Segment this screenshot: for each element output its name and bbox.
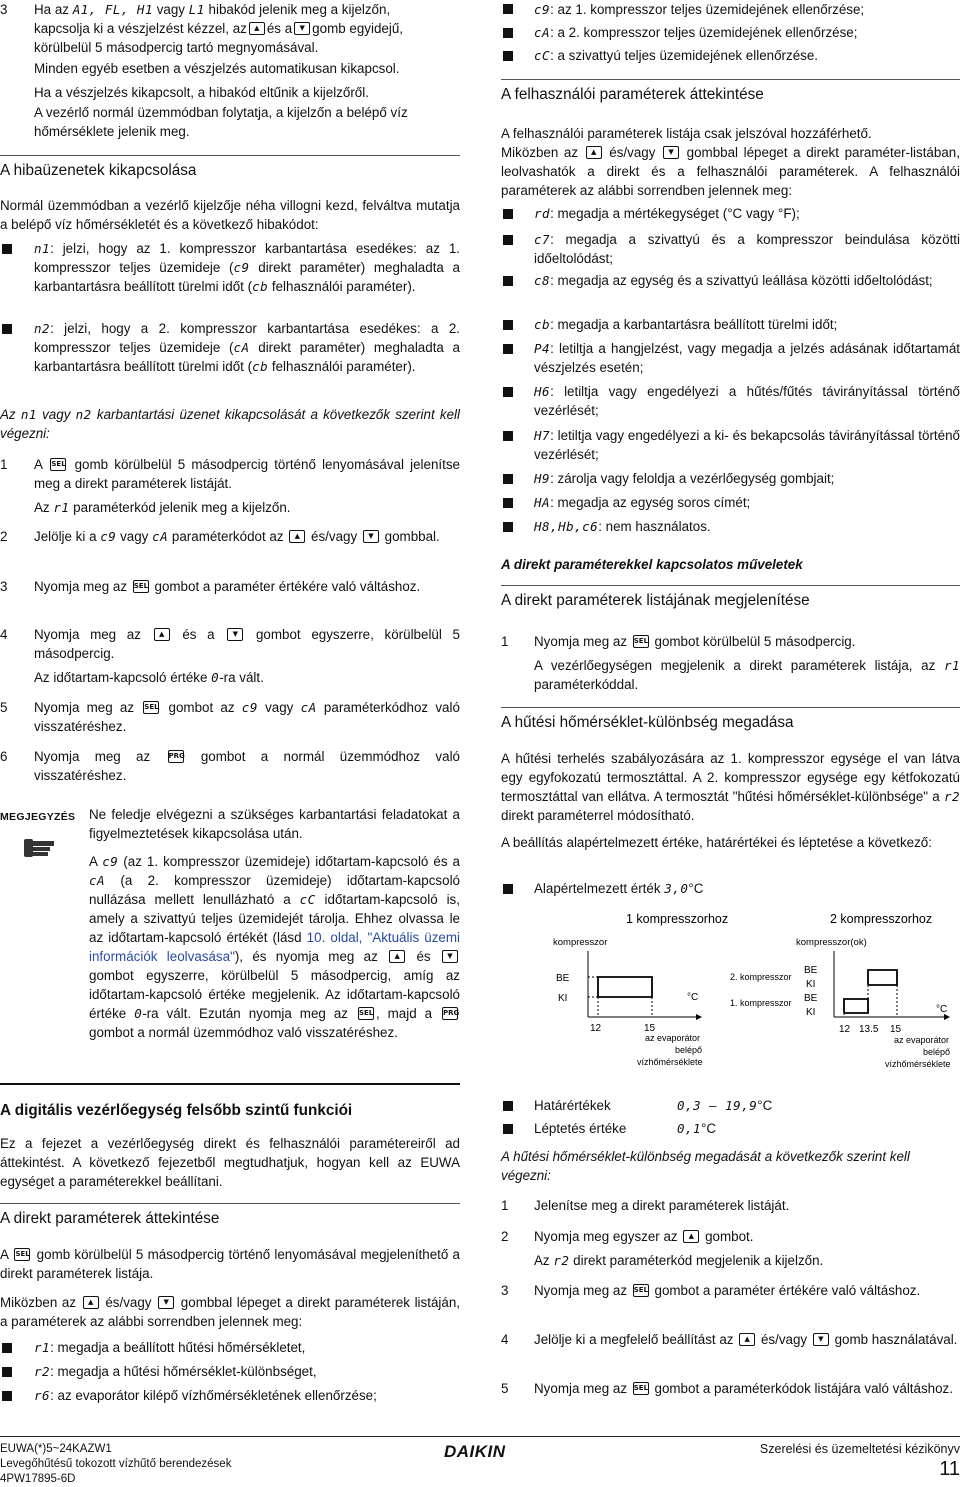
bullet-square xyxy=(503,498,513,508)
hysteresis-loop-2 xyxy=(868,970,897,985)
normal-mode-text: A vezérlő normál üzemmódban folytatja, a kijelzőn a belépő víz hőmérséklete jelenik meg. xyxy=(34,105,408,139)
user-text-2: Miközben az ▲ és/vagy ▼ gombbal lépeget a direkt paraméter-listában, leolvashatók a direkt és a felhasználói paraméterek. A felhasználói paraméterek az alábbi sorrendben jelennek meg: xyxy=(501,145,960,198)
diff-step-2: 2 Nyomja meg egyszer az ▲ gombot. Az r2 direkt paraméterkód megjelenik a kijelzőn. xyxy=(501,1229,824,1268)
limits-value: 0,3 — 19,9°C xyxy=(677,1098,773,1113)
reset-step-5: 5 Nyomja meg az SEL gombot az c9 vagy cA paraméterkódhoz való visszatéréshez. xyxy=(0,700,460,734)
section-heading-errors: A hibaüzenetek kikapcsolása xyxy=(0,155,460,180)
hysteresis-loop-1 xyxy=(598,977,652,997)
bullet-square xyxy=(503,1124,513,1134)
diff-step-5: 5 Nyomja meg az SEL gombot a paraméterkódok listájára való váltáshoz. xyxy=(501,1381,953,1396)
diff-step-4: 4 Jelölje ki a megfelelő beállítást az ▲ és/vagy ▼ gomb használatával. xyxy=(501,1332,958,1347)
bullet-n1: n1: jelzi, hogy az 1. kompresszor karbantartása esedékes: az 1. kompresszor teljes üzemideje (c9 direkt paraméter) meghaladta a karbantartásra beállított türelmi időt (cb felhasználói paraméter). xyxy=(34,241,461,294)
bullet-square xyxy=(503,1101,513,1111)
user-item-ha: HA: megadja az egység soros címét; xyxy=(534,495,751,510)
bullet-square xyxy=(503,28,513,38)
diff-steps-intro: A hűtési hőmérséklet-különbség megadását a következők szerint kell végezni: xyxy=(501,1149,910,1183)
direct-item-r2: r2: megadja a hűtési hőmérséklet-különbséget, xyxy=(34,1364,317,1379)
direct-text-2: Miközben az ▲ és/vagy ▼ gombbal lépeget a direkt paraméterek listáján, a paraméterek az alábbi sorrendben jelennek meg: xyxy=(0,1295,460,1329)
top-item-ca: cA: a 2. kompresszor teljes üzemidejének ellenőrzése; xyxy=(534,25,858,40)
up-key-icon: ▲ xyxy=(289,530,305,543)
reset-step-3: 3 Nyomja meg az SEL gombot a paraméter értékére való váltáshoz. xyxy=(0,579,421,594)
diagram-tick: 12 xyxy=(590,1023,602,1034)
bullet-square xyxy=(503,235,513,245)
user-item-cb: cb: megadja a karbantartásra beállított türelmi időt; xyxy=(534,317,838,332)
user-item-h8: H8,Hb,c6: nem használatos. xyxy=(534,519,711,534)
reset-intro: Az n1 vagy n2 karbantartási üzenet kikapcsolását a következők szerint kell végezni: xyxy=(0,407,460,441)
pointing-hand-icon xyxy=(22,833,62,861)
section-heading-direct: A direkt paraméterek áttekintése xyxy=(0,1203,460,1228)
page-reference-link[interactable]: 10. oldal, "Aktuális üzemi információk leolvasása" xyxy=(89,930,460,964)
alarm-off-text: Ha a vészjelzés kikapcsolt, a hibakód eltűnik a kijelzőről. xyxy=(34,85,369,100)
bullet-square xyxy=(503,51,513,61)
diagram-tick: 15 xyxy=(890,1024,902,1035)
bullet-square xyxy=(503,387,513,397)
up-key-icon: ▲ xyxy=(389,950,405,963)
diagram-label: KI xyxy=(806,1007,816,1018)
down-key-icon: ▼ xyxy=(363,530,379,543)
bullet-square xyxy=(2,1367,12,1377)
bullet-square xyxy=(2,324,12,334)
diagram-unit: °C xyxy=(936,1004,948,1015)
diagram-label: kompresszor xyxy=(553,937,608,948)
diagram-label: kompresszor(ok) xyxy=(796,937,867,948)
bullet-square xyxy=(503,4,513,14)
section-heading-diff: A hűtési hőmérséklet-különbség megadása xyxy=(501,707,960,732)
step-number: 3 xyxy=(0,2,8,17)
up-key-icon: ▲ xyxy=(739,1333,755,1346)
sel-key-icon: SEL xyxy=(633,1382,649,1395)
diagram-label: BE xyxy=(804,965,818,976)
diagram-label: BE xyxy=(804,993,818,1004)
bullet-square xyxy=(503,276,513,286)
diagram-tick: 15 xyxy=(644,1023,656,1034)
diagram-unit: °C xyxy=(687,992,699,1003)
step-value: 0,1°C xyxy=(677,1121,717,1136)
user-item-rd: rd: megadja a mértékegységet (°C vagy °F); xyxy=(534,206,800,221)
bullet-square xyxy=(503,884,513,894)
user-item-h6: H6: letiltja vagy engedélyezi a hűtés/fűtés távirányítással történő vezérlését; xyxy=(534,384,960,418)
footer-manual: Szerelési és üzemeltetési kézikönyv xyxy=(759,1442,960,1456)
sel-key-icon: SEL xyxy=(133,580,149,593)
heading-digital: A digitális vezérlőegység felsőbb szintű funkciói xyxy=(0,1102,353,1119)
sel-key-icon: SEL xyxy=(14,1248,30,1261)
page-number: 11 xyxy=(939,1458,960,1480)
reset-step-1: 1 A SEL gomb körülbelül 5 másodpercig történő lenyomásával jelenítse meg a direkt paraméterek listáját. Az r1 paraméterkód jelenik meg a kijelzőn. xyxy=(0,457,460,515)
thermostat-diagram xyxy=(546,905,960,1075)
up-key-icon: ▲ xyxy=(154,628,170,641)
diagram-tick: 13.5 xyxy=(859,1024,879,1035)
bullet-square xyxy=(503,320,513,330)
heading-ops: A direkt paraméterekkel kapcsolatos műveletek xyxy=(501,557,803,572)
diagram-label: BE xyxy=(556,973,570,984)
show-step-1: 1 Nyomja meg az SEL gombot körülbelül 5 másodpercig. A vezérlőegységen megjelenik a direkt paraméterek listája, az r1 paraméterkóddal. xyxy=(501,634,960,692)
up-key-icon: ▲ xyxy=(83,1296,99,1309)
diagram-axis-label: vízhőmérséklete xyxy=(885,1059,951,1069)
prg-key-icon: PRG xyxy=(168,750,184,763)
section-heading-show: A direkt paraméterek listájának megjelenítése xyxy=(501,585,960,610)
reset-step-6: 6 Nyomja meg az PRG gombot a normál üzemmódhoz való visszatéréshez. xyxy=(0,749,460,783)
note-label: MEGJEGYZÉS xyxy=(0,808,80,866)
diagram-axis-label: belépő xyxy=(675,1045,703,1055)
diff-step-1: 1 Jelenítse meg a direkt paraméterek listáját. xyxy=(501,1198,790,1213)
bullet-square xyxy=(503,431,513,441)
direct-text-1: A SEL gomb körülbelül 5 másodpercig történő lenyomásával megjeleníthető a direkt paraméterek listája. xyxy=(0,1247,460,1281)
bullet-square xyxy=(503,522,513,532)
user-item-h7: H7: letiltja vagy engedélyezi a ki- és bekapcsolás távirányítással történő vezérlését; xyxy=(534,428,960,462)
errors-intro: Normál üzemmódban a vezérlő kijelzője néha villogni kezd, felváltva mutatja a belépő víz hőmérsékletét és a következő hibakódot: xyxy=(0,198,460,232)
down-key-icon: ▼ xyxy=(227,628,243,641)
diagram-label: 2. kompresszor xyxy=(730,972,792,982)
bullet-n2: n2: jelzi, hogy a 2. kompresszor karbantartása esedékes: a 2. kompresszor teljes üzemideje (cA direkt paraméter) meghaladta a karbantartásra beállított türelmi időt (cb felhasználói paraméter). xyxy=(34,321,461,374)
section-heading-user: A felhasználói paraméterek áttekintése xyxy=(501,79,960,104)
diagram-label: KI xyxy=(558,993,568,1004)
down-key-icon: ▼ xyxy=(813,1333,829,1346)
user-item-c8: c8: megadja az egység és a szivattyú leállása közötti időeltolódást; xyxy=(534,273,933,288)
diagram-axis-label: belépő xyxy=(923,1047,951,1057)
down-key-icon: ▼ xyxy=(663,146,679,159)
bullet-square xyxy=(2,1343,12,1353)
diagram-axis-label: az evaporátor xyxy=(645,1033,701,1043)
footer-doc-code: 4PW17895-6D xyxy=(0,1473,76,1485)
hysteresis-loop-3 xyxy=(844,999,868,1013)
reset-step-2: 2 Jelölje ki a c9 vagy cA paraméterkódot az ▲ és/vagy ▼ gombbal. xyxy=(0,529,440,544)
footer-left xyxy=(0,1442,231,1487)
sel-key-icon: SEL xyxy=(633,1284,649,1297)
diff-text-1: A hűtési terhelés szabályozására az 1. kompresszor egysége el van látva egy egyfokozatú termosztáttal. A 2. kompresszor egysége egy kétfokozatú termosztáttal van ellátva. A termosztát "hűtési hőmérséklet-különbsége" a r2 direkt paraméterrel módosítható. xyxy=(501,751,960,823)
note-body: Ne feledje elvégezni a szükséges karbantartási feladatokat a figyelmeztetések kikapcsolása után. A c9 (az 1. kompresszor üzemideje) időtartam-kapcsoló és a cA (a 2. kompresszor üzemideje) időtartam-kapcsoló nullázása mellett lenullázható a cC időtartam-kapcsoló is, amely a szivattyú teljes üzemidejét tárolja. Ehhez olvassa le az időtartam-kapcsoló értékét (lásd 10. oldal, "Aktuális üzemi információk leolvasása"), és nyomja meg az ▲ és ▼ gombot egyszerre, körülbelül 5 másodpercig, amíg az időtartam-kapcsoló értéke megjelenik. Az időtartam-kapcsoló értéke 0-ra vált. Ezután nyomja meg az SEL , majd a PRG gombot a normál üzemmódhoz való visszatéréshez. xyxy=(89,807,460,1040)
down-key-icon: ▼ xyxy=(294,22,310,35)
top-item-cc: cC: a szivattyú teljes üzemidejének ellenőrzése. xyxy=(534,48,819,63)
section-rule xyxy=(0,1083,460,1085)
top-item-c9: c9: az 1. kompresszor teljes üzemidejének ellenőrzése; xyxy=(534,2,865,17)
diagram-axis-label: vízhőmérséklete xyxy=(637,1057,703,1067)
diagram-axis-label: az evaporátor xyxy=(894,1035,950,1045)
user-item-p4: P4: letiltja a hangjelzést, vagy megadja a jelzés adásának időtartamát vészjelzés esetén; xyxy=(534,341,960,375)
diagram-title-2: 2 kompresszorhoz xyxy=(830,912,933,926)
diff-step-3: 3 Nyomja meg az SEL gombot a paraméter értékére való váltáshoz. xyxy=(501,1283,921,1298)
sel-key-icon: SEL xyxy=(358,1007,374,1020)
bullet-square xyxy=(503,474,513,484)
step-label: Léptetés értéke xyxy=(534,1121,627,1136)
bullet-square xyxy=(2,1391,12,1401)
diagram-label: KI xyxy=(806,979,816,990)
user-item-h9: H9: zárolja vagy feloldja a vezérlőegység gombjait; xyxy=(534,471,835,486)
diagram-arrow xyxy=(696,1014,702,1020)
user-text-1: A felhasználói paraméterek listája csak jelszóval hozzáférhető. xyxy=(501,126,872,141)
diagram-label: 1. kompresszor xyxy=(730,998,792,1008)
sel-key-icon: SEL xyxy=(50,458,66,471)
bullet-square xyxy=(503,209,513,219)
item-3: 3 Ha az A1, FL, H1 vagy L1 hibakód jelenik meg a kijelzőn, kapcsolja ki a vészjelzést kézzel, az ▲ és a ▼ gomb egyidejű, körülbelül 5 másodpercig tartó megnyomásával. xyxy=(0,2,403,55)
footer-description: Levegőhűtésű tokozott vízhűtő berendezések xyxy=(0,1458,232,1470)
auto-off-text: Minden egyéb esetben a vészjelzés automatikusan kikapcsol. xyxy=(34,61,400,76)
reset-step-4: 4 Nyomja meg az ▲ és a ▼ gombot egyszerre, körülbelül 5 másodpercig. Az időtartam-kapcsoló értéke 0-ra vált. xyxy=(0,627,460,685)
down-key-icon: ▼ xyxy=(158,1296,174,1309)
limits-label: Határértékek xyxy=(534,1098,611,1113)
prg-key-icon: PRG xyxy=(442,1007,458,1020)
diff-text-2: A beállítás alapértelmezett értéke, határértékei és léptetése a következő: xyxy=(501,835,932,850)
sel-key-icon: SEL xyxy=(633,635,649,648)
down-key-icon: ▼ xyxy=(442,950,458,963)
up-key-icon: ▲ xyxy=(249,22,265,35)
sel-key-icon: SEL xyxy=(143,701,159,714)
digital-text: Ez a fejezet a vezérlőegység direkt és felhasználói paramétereiről ad áttekintést. A következő fejezetből megtudhatjuk, hogyan kell az EUWA egységet a paraméterekkel beállítani. xyxy=(0,1136,460,1189)
diagram-title-1: 1 kompresszorhoz xyxy=(626,912,729,926)
bullet-square xyxy=(2,244,12,254)
user-item-c7: c7: megadja a szivattyú és a kompresszor beindulása közötti időeltolódást; xyxy=(534,232,960,266)
bullet-square xyxy=(503,344,513,354)
direct-item-r1: r1: megadja a beállított hűtési hőmérsékletet, xyxy=(34,1340,306,1355)
footer-model: EUWA(*)5~24KAZW1 xyxy=(0,1443,112,1455)
default-value-row: Alapértelmezett érték 3,0°C xyxy=(534,881,704,896)
footer-rule xyxy=(0,1436,960,1437)
diagram-tick: 12 xyxy=(839,1024,851,1035)
up-key-icon: ▲ xyxy=(683,1230,699,1243)
error-codes: A1, FL, H1 xyxy=(72,2,153,17)
daikin-logo: DAIKIN xyxy=(444,1442,506,1461)
direct-item-r6: r6: az evaporátor kilépő vízhőmérsékletének ellenőrzése; xyxy=(34,1388,377,1403)
up-key-icon: ▲ xyxy=(586,146,602,159)
